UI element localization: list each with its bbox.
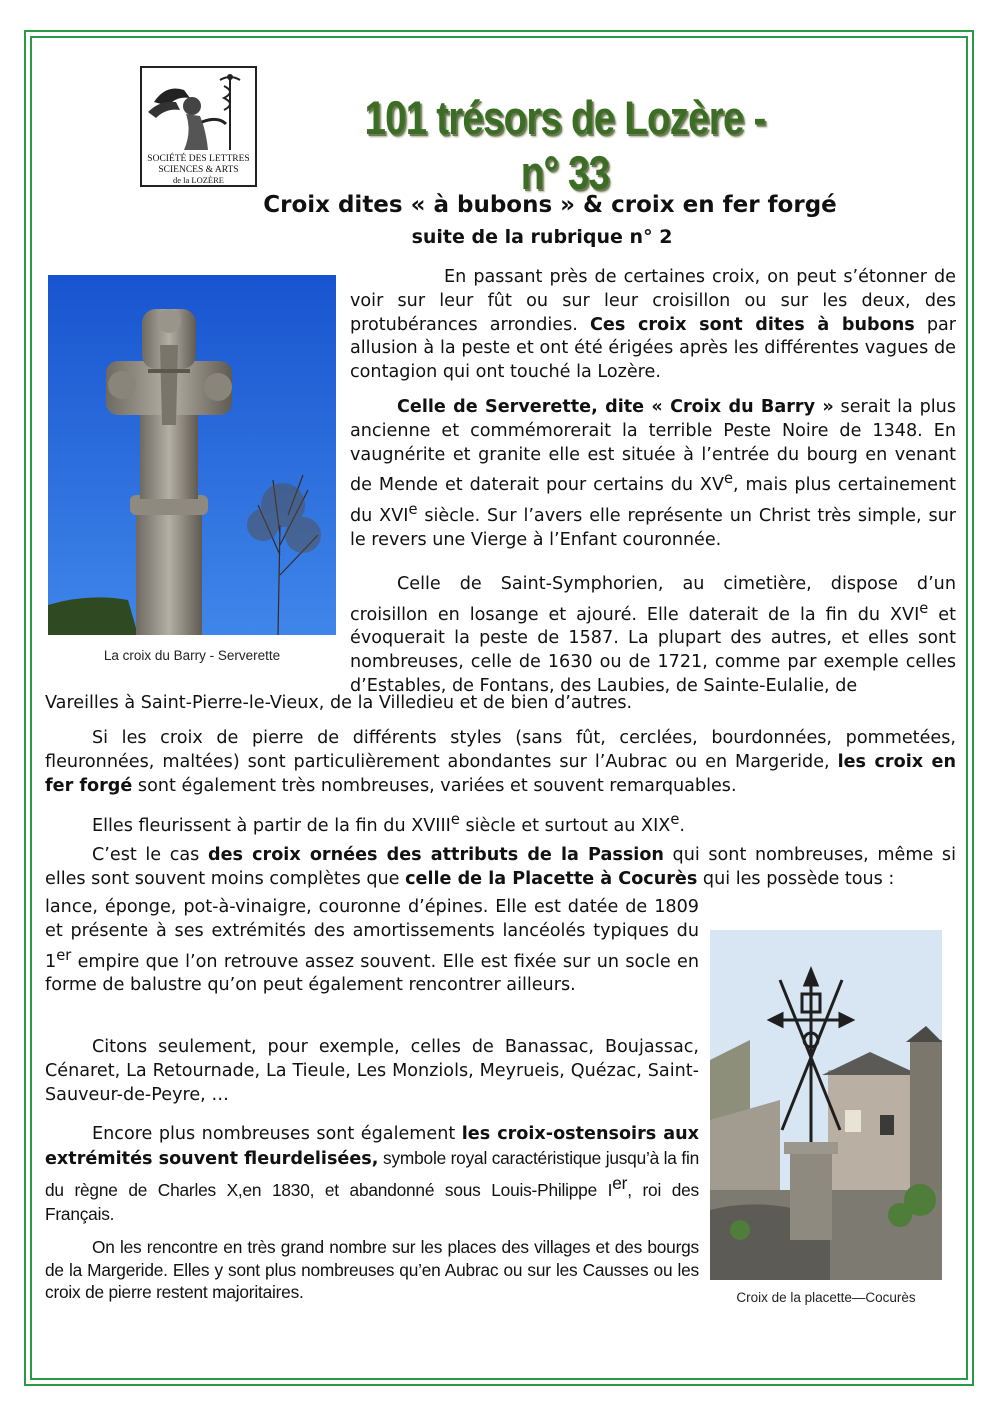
photo-croix-du-barry <box>48 275 336 635</box>
logo-line-3: de la LOZÈRE <box>173 175 224 185</box>
paragraph-5: Elles fleurissent à partir de la fin du XVIIIe siècle et surtout au XIXe. <box>92 811 685 836</box>
paragraph-2: Celle de Serverette, dite « Croix du Barry » serait la plus ancienne et commémorerait la terrible Peste Noire de 1348. En vaugnérite et granite elle est située à l’entrée du bourg en venant de Mende et daterait pour certains du XVe, mais plus certainement du XVIe siècle. Sur l’avers elle représente un Christ très simple, sur le revers une Vierge à l’Enfant couronnée. <box>350 397 956 550</box>
paragraph-9: Encore plus nombreuses sont également les croix-ostensoirs aux extrémités souvent fleurdelisées, symbole royal caractéristique jusqu’à la fin du règne de Charles X,en 1830, et abandonné sous Louis-Philippe Ier, roi des Français. <box>45 1124 700 1225</box>
logo-line-1: SOCIÉTÉ DES LETTRES <box>147 154 250 164</box>
page-title: 101 trésors de Lozère - n° 33 <box>364 91 766 199</box>
photo-croix-cocures <box>710 930 942 1280</box>
society-logo <box>140 66 257 187</box>
paragraph-3-end: Vareilles à Saint-Pierre-le-Vieux, de la Villedieu et de bien d’autres. <box>45 693 633 713</box>
photo1-caption: La croix du Barry - Serverette <box>103 648 281 663</box>
paragraph-1: En passant près de certaines croix, on peut s’étonner de voir sur leur fût ou sur leur croisillon ou sur les deux, des protubérances arrondies. Ces croix sont dites à bubons par allusion à la peste et ont été érigées après les différentes vagues de contagion qui ont touché la Lozère. <box>350 267 956 383</box>
paragraph-4: Si les croix de pierre de différents styles (sans fût, cerclées, bourdonnées, pommetées, fleuronnées, maltées) sont particulièrement abondantes sur l’Aubrac ou en Margeride, les croix en fer forgé sont également très nombreuses, variées et souvent remarquables. <box>45 728 956 796</box>
article-subtitle: suite de la rubrique n° 2 <box>411 226 673 248</box>
article-title: Croix dites « à bubons » & croix en fer forgé <box>263 192 837 218</box>
paragraph-7: lance, éponge, pot-à-vinaigre, couronne d’épines. Elle est datée de 1809 et présente à ses extrémités des amortissements lancéolés typiques du 1er empire que l’on retrouve assez souvent. Elle est fixée sur un socle en forme de balustre qu’on peut également rencontrer ailleurs. <box>45 897 699 996</box>
paragraph-10: On les rencontre en très grand nombre sur les places des villages et des bourgs de la Margeride. Elles y sont plus nombreuses qu’en Aubrac ou sur les Causses ou les croix de pierre restent majoritaires. <box>45 1237 699 1303</box>
photo2-caption: Croix de la placette—Cocurès <box>736 1290 916 1305</box>
hermes-emblem-icon <box>146 72 251 152</box>
paragraph-6: C’est le cas des croix ornées des attributs de la Passion qui sont nombreuses, même si elles sont souvent moins complètes que celle de la Placette à Cocurès qui les possède tous : <box>45 845 956 889</box>
paragraph-8: Citons seulement, pour exemple, celles de Banassac, Boujassac, Cénaret, La Retournade, La Tieule, Les Monziols, Meyrueis, Quézac, Saint-Sauveur-de-Peyre, … <box>45 1037 699 1105</box>
paragraph-3: Celle de Saint-Symphorien, au cimetière, dispose d’un croisillon en losange et ajouré. Elle daterait de la fin du XVIe et évoquerait la peste de 1587. La plupart des autres, et elles sont nombreuses, celle de 1630 ou de 1721, comme par exemple celles d’Estables, de Fontans, des Laubies, de Sainte-Eulalie, de <box>350 574 956 697</box>
logo-line-2: SCIENCES & ARTS <box>158 164 239 175</box>
